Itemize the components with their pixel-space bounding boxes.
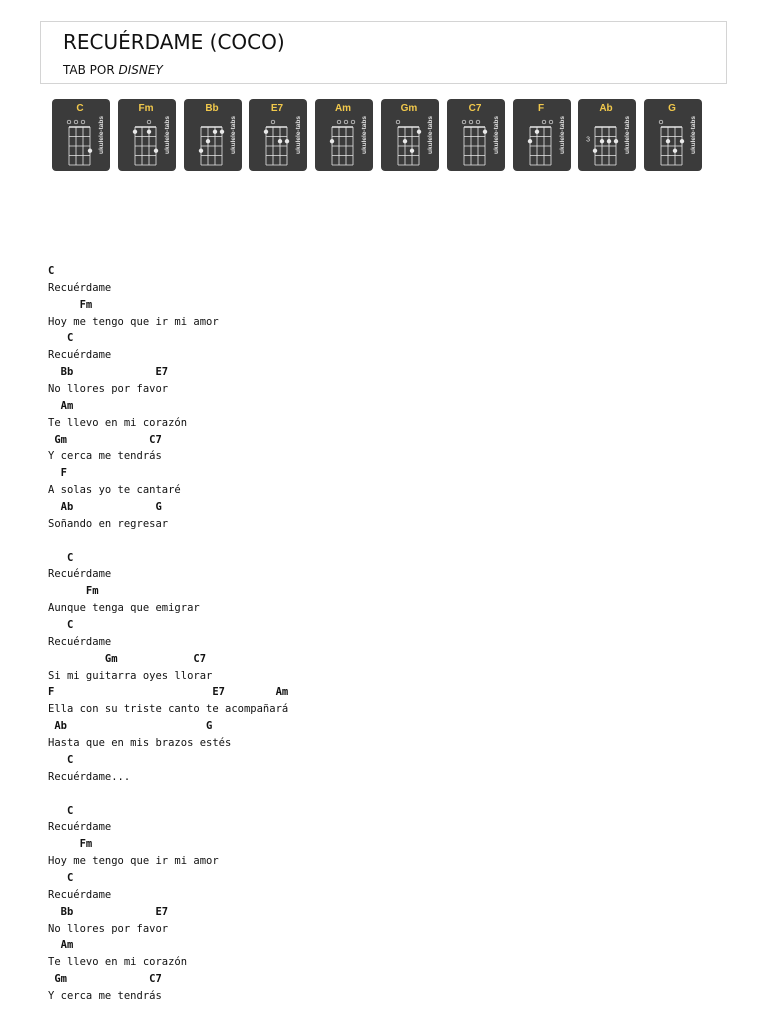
chord-diagram-strip [52,99,712,171]
finger-dot [607,139,611,143]
chord-card-c [52,99,110,171]
chord-line: F [48,467,67,480]
finger-dot [483,130,487,134]
chord-diagram-am [315,99,373,171]
chord-diagram-f [513,99,571,171]
lyric-line: Hoy me tengo que ir mi amor [48,315,219,328]
brand-label: ukulele-tabs [493,116,500,154]
finger-dot [666,139,670,143]
tab-by-label: TAB POR [63,63,119,77]
song-title: RECUÉRDAME (COCO) [63,30,285,54]
chord-line: Am [48,399,74,412]
finger-dot [220,130,224,134]
finger-dot [88,149,92,153]
open-string-marker [476,120,480,124]
lyric-line: Te llevo en mi corazón [48,416,188,429]
chord-card-g [644,99,702,171]
chord-line: Bb E7 [48,905,169,918]
chord-diagram-ab [578,99,636,171]
lyric-line: Ella con su triste canto te acompañará [48,703,289,716]
finger-dot [330,139,334,143]
chord-card-f [513,99,571,171]
chord-card-c7 [447,99,505,171]
open-string-marker [549,120,553,124]
chord-name: Am [334,103,352,114]
chord-line: Gm C7 [48,973,162,986]
open-string-marker [469,120,473,124]
open-string-marker [67,120,71,124]
brand-label: ukulele-tabs [295,116,302,154]
open-string-marker [351,120,355,124]
lyric-line: Te llevo en mi corazón [48,956,188,969]
chord-name: Gm [400,103,418,114]
finger-dot [154,149,158,153]
lyric-line: Hoy me tengo que ir mi amor [48,855,219,868]
chord-card-e7 [249,99,307,171]
chord-line: Ab G [48,501,162,514]
finger-dot [614,139,618,143]
open-string-marker [271,120,275,124]
lyric-line: No llores por favor [48,922,169,935]
lyric-line: Recuérdame [48,821,112,834]
lyric-line: Y cerca me tendrás [48,450,162,463]
finger-dot [410,149,414,153]
brand-label: ukulele-tabs [624,116,631,154]
chord-line: Ab G [48,720,213,733]
lyric-line: No llores por favor [48,383,169,396]
lyric-line: Aunque tenga que emigrar [48,602,200,615]
finger-dot [417,130,421,134]
chord-line: Fm [48,585,99,598]
finger-dot [673,149,677,153]
chord-line: C [48,753,74,766]
finger-dot [528,139,532,143]
open-string-marker [147,120,151,124]
finger-dot [285,139,289,143]
lyric-line: Recuérdame [48,635,112,648]
chord-name: F [537,103,545,114]
lyric-line: Recuérdame [48,568,112,581]
finger-dot [213,130,217,134]
blank-line [48,786,748,803]
brand-label: ukulele-tabs [361,116,368,154]
open-string-marker [396,120,400,124]
chord-line: C [48,265,55,277]
song-subtitle [63,63,163,77]
brand-label: ukulele-tabs [164,116,171,154]
song-author: DISNEY [118,63,163,77]
finger-dot [206,139,210,143]
finger-dot [593,149,597,153]
chord-card-bb [184,99,242,171]
finger-dot [600,139,604,143]
open-string-marker [542,120,546,124]
lyric-line: Soñando en regresar [48,517,169,530]
finger-dot [680,139,684,143]
lyric-line: A solas yo te cantaré [48,484,181,497]
lyric-line: Hasta que en mis brazos estés [48,737,232,750]
brand-label: ukulele-tabs [690,116,697,154]
open-string-marker [462,120,466,124]
brand-label: ukulele-tabs [427,116,434,154]
finger-dot [264,130,268,134]
brand-label: ukulele-tabs [559,116,566,154]
finger-dot [403,139,407,143]
chord-line: Am [48,939,74,952]
chord-line: C [48,619,74,632]
blank-line [48,533,748,550]
fret-number: 3 [586,136,590,144]
lyrics-sheet [48,263,748,1005]
chord-line: C [48,871,74,884]
brand-label: ukulele-tabs [230,116,237,154]
lyric-line: Si mi guitarra oyes llorar [48,669,213,682]
chord-card-gm [381,99,439,171]
chord-name: E7 [270,103,284,114]
finger-dot [147,130,151,134]
lyric-line: Recuérdame [48,281,112,294]
chord-diagram-g [644,99,702,171]
chord-line: F E7 Am [48,686,289,699]
lyric-line: Y cerca me tendrás [48,989,162,1002]
chord-card-am [315,99,373,171]
chord-card-ab [578,99,636,171]
chord-diagram-e7 [249,99,307,171]
chord-name: G [668,103,676,114]
chord-name: C7 [468,103,482,114]
open-string-marker [659,120,663,124]
chord-line: Gm C7 [48,433,162,446]
chord-name: Ab [599,103,613,114]
chord-name: Fm [138,103,154,114]
chord-card-fm [118,99,176,171]
chord-diagram-c7 [447,99,505,171]
lyric-line: Recuérdame [48,349,112,362]
chord-name: C [76,103,84,114]
open-string-marker [74,120,78,124]
brand-label: ukulele-tabs [98,116,105,154]
chord-line: Fm [48,298,93,311]
chord-diagram-gm [381,99,439,171]
lyric-line: Recuérdame [48,888,112,901]
open-string-marker [344,120,348,124]
finger-dot [278,139,282,143]
finger-dot [535,130,539,134]
open-string-marker [337,120,341,124]
song-header [40,21,727,84]
chord-line: Fm [48,838,93,851]
chord-name: Bb [205,103,219,114]
chord-line: Bb E7 [48,366,169,379]
lyric-line: Recuérdame... [48,770,131,783]
chord-line: C [48,551,74,564]
chord-diagram-bb [184,99,242,171]
finger-dot [199,149,203,153]
chord-diagram-fm [118,99,176,171]
finger-dot [133,130,137,134]
chord-diagram-c [52,99,110,171]
open-string-marker [81,120,85,124]
chord-line: C [48,804,74,817]
chord-line: Gm C7 [48,652,207,665]
chord-line: C [48,332,74,345]
